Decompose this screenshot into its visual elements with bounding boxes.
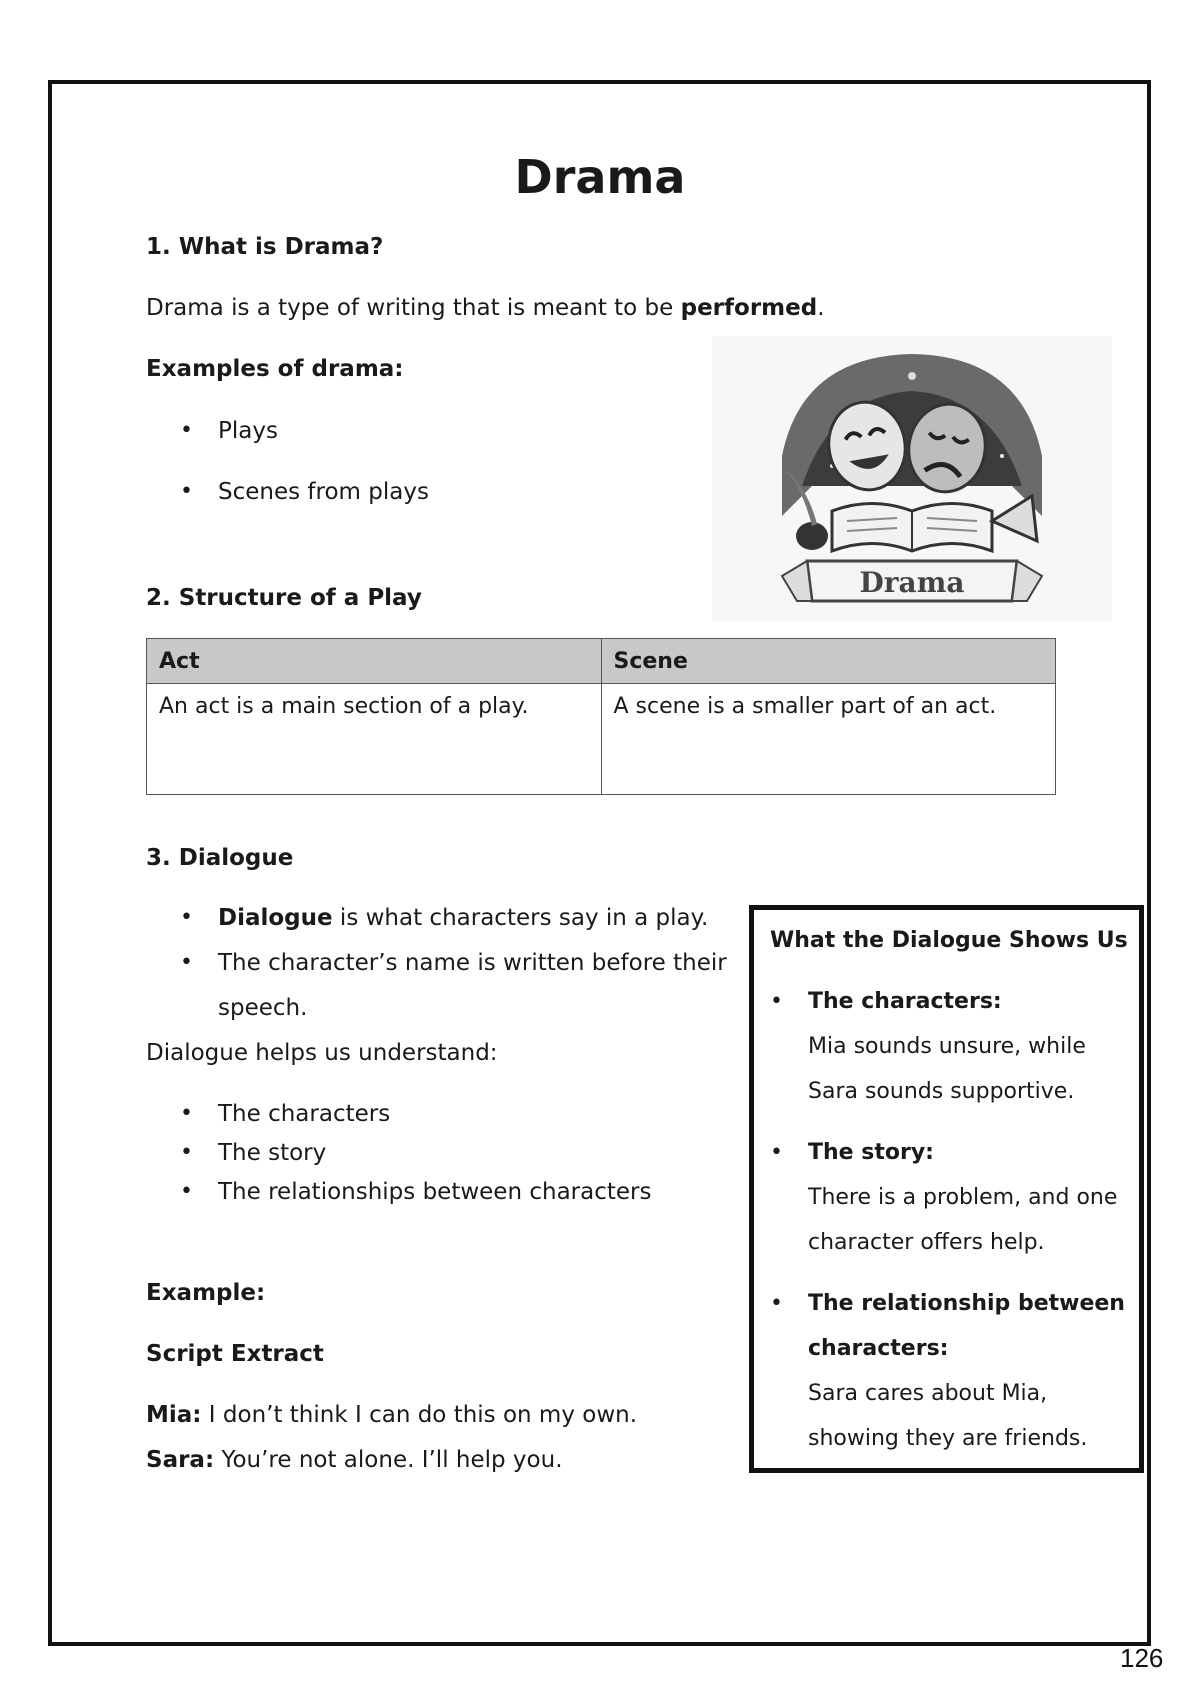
table-cell-scene: A scene is a smaller part of an act. bbox=[601, 684, 1056, 795]
page-title: Drama bbox=[514, 150, 686, 204]
box-item-characters-label: The characters: bbox=[808, 989, 1002, 1014]
bullet-dot: • bbox=[180, 1179, 193, 1204]
dialogue-helps-text: Dialogue helps us understand: bbox=[146, 1040, 498, 1066]
box-item-characters-line1: Mia sounds unsure, while bbox=[808, 1034, 1086, 1059]
box-item-characters-line2: Sara sounds supportive. bbox=[808, 1079, 1075, 1104]
box-item-story-line1: There is a problem, and one bbox=[808, 1185, 1118, 1210]
box-item-story-line2: character offers help. bbox=[808, 1230, 1045, 1255]
example-item-plays: Plays bbox=[218, 418, 278, 444]
performed-term: performed bbox=[680, 295, 818, 321]
dialogue-bullet-2-line2: speech. bbox=[218, 995, 308, 1021]
box-item-relationship-line2: showing they are friends. bbox=[808, 1426, 1088, 1451]
table-header-act: Act bbox=[147, 639, 602, 684]
dialogue-bullet-1: Dialogue is what characters say in a play. bbox=[218, 905, 709, 931]
helps-item-characters: The characters bbox=[218, 1101, 391, 1127]
examples-heading: Examples of drama: bbox=[146, 356, 404, 382]
script-extract-heading: Script Extract bbox=[146, 1341, 324, 1367]
section-heading-what-is-drama: 1. What is Drama? bbox=[146, 234, 384, 260]
speaker-sara: Sara: bbox=[146, 1447, 215, 1473]
helps-item-story: The story bbox=[218, 1140, 327, 1166]
script-line-mia: Mia: I don’t think I can do this on my own. bbox=[146, 1402, 638, 1428]
drama-definition: Drama is a type of writing that is meant to be performed. bbox=[146, 295, 825, 321]
section-heading-structure: 2. Structure of a Play bbox=[146, 585, 422, 611]
script-line-sara: Sara: You’re not alone. I’ll help you. bbox=[146, 1447, 563, 1473]
box-item-relationship-label-2: characters: bbox=[808, 1336, 949, 1361]
structure-table bbox=[146, 638, 1056, 795]
bullet-dot: • bbox=[770, 1291, 783, 1316]
bullet-dot: • bbox=[770, 1140, 783, 1165]
section-heading-dialogue: 3. Dialogue bbox=[146, 845, 294, 871]
bullet-dot: • bbox=[180, 1140, 193, 1165]
speaker-mia: Mia: bbox=[146, 1402, 202, 1428]
dialogue-bullet-2-line1: The character’s name is written before their bbox=[218, 950, 727, 976]
bullet-dot: • bbox=[180, 905, 193, 930]
example-item-scenes: Scenes from plays bbox=[218, 479, 429, 505]
bullet-dot: • bbox=[180, 479, 193, 504]
box-item-relationship-line1: Sara cares about Mia, bbox=[808, 1381, 1048, 1406]
table-cell-act: An act is a main section of a play. bbox=[147, 684, 602, 795]
box-item-story-label: The story: bbox=[808, 1140, 934, 1165]
bullet-dot: • bbox=[180, 950, 193, 975]
box-title: What the Dialogue Shows Us bbox=[770, 928, 1128, 953]
bullet-dot: • bbox=[180, 418, 193, 443]
bullet-dot: • bbox=[180, 1101, 193, 1126]
theatre-masks-book-icon bbox=[712, 336, 1112, 621]
page-number: 126 bbox=[1120, 1643, 1164, 1673]
helps-item-relationships: The relationships between characters bbox=[218, 1179, 652, 1205]
table-row bbox=[147, 684, 1056, 795]
table-header-scene: Scene bbox=[601, 639, 1056, 684]
banner-label: Drama bbox=[859, 566, 965, 599]
table-header-row bbox=[147, 639, 1056, 684]
bullet-dot: • bbox=[770, 989, 783, 1014]
example-heading: Example: bbox=[146, 1280, 266, 1306]
dialogue-term: Dialogue bbox=[218, 905, 333, 931]
box-item-relationship-label-1: The relationship between bbox=[808, 1291, 1125, 1316]
